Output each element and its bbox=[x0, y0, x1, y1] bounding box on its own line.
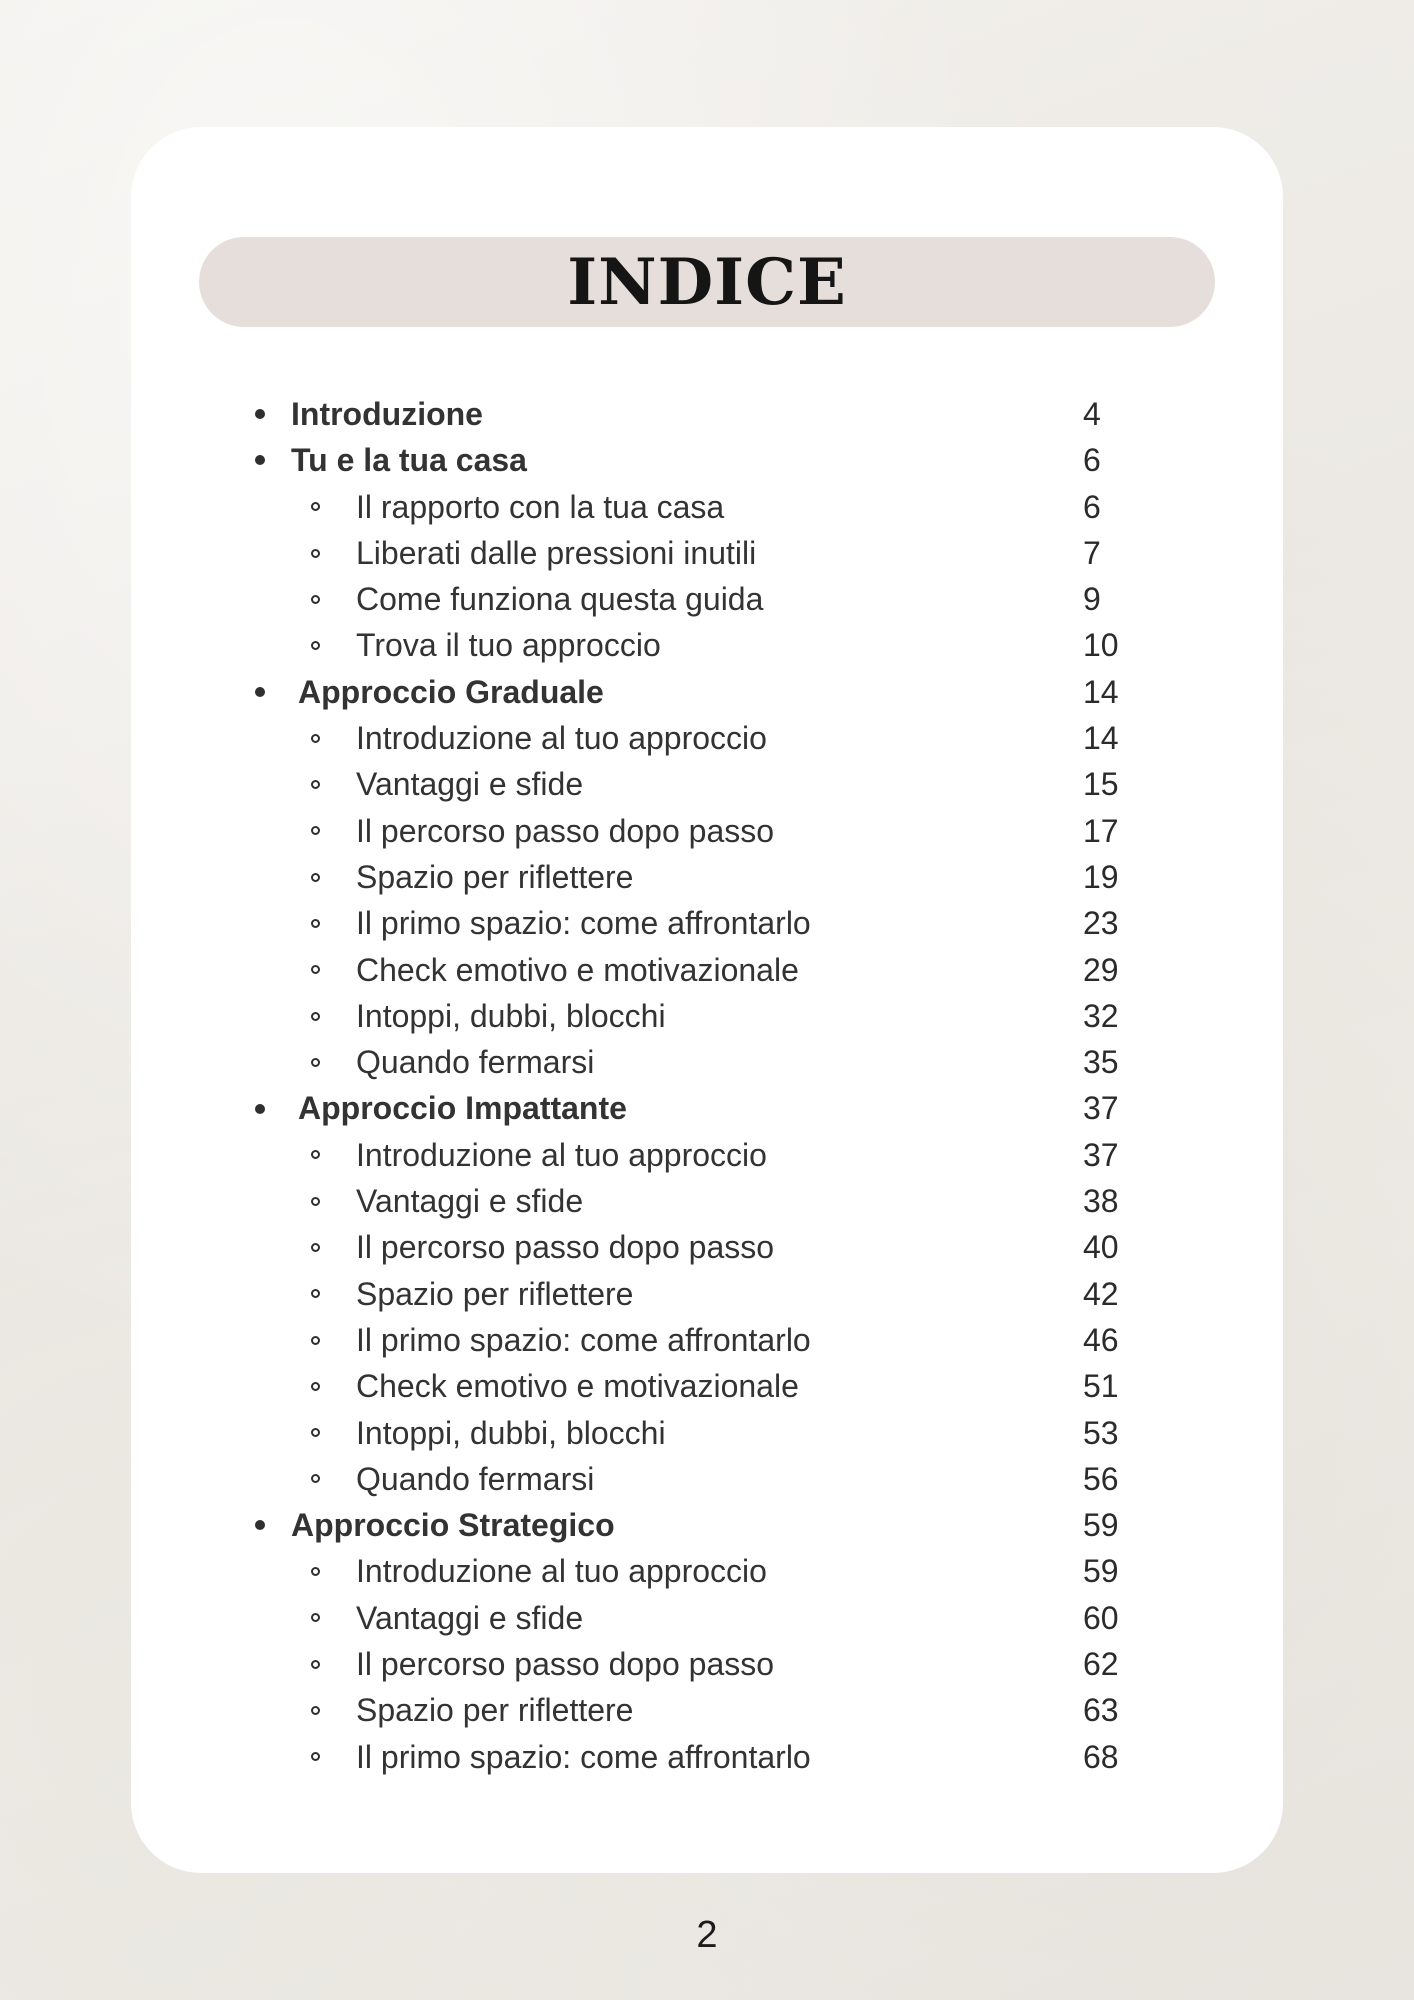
toc-entry-label: Spazio per riflettere bbox=[356, 858, 634, 895]
toc-subentry[interactable] bbox=[131, 900, 1283, 946]
toc-entry[interactable] bbox=[131, 1502, 1283, 1548]
toc-entry-label: Approccio Impattante bbox=[298, 1090, 627, 1127]
toc-entry-label: Quando fermarsi bbox=[356, 1044, 595, 1081]
toc-subentry[interactable] bbox=[131, 715, 1283, 761]
toc-subentry[interactable] bbox=[131, 1456, 1283, 1502]
toc-subentry[interactable] bbox=[131, 576, 1283, 622]
toc-entry-page: 6 bbox=[1083, 442, 1101, 479]
toc-entry-page: 59 bbox=[1083, 1507, 1119, 1544]
toc-entry-label: Intoppi, dubbi, blocchi bbox=[356, 1414, 666, 1451]
content-card bbox=[131, 127, 1283, 1873]
toc-subentry[interactable] bbox=[131, 484, 1283, 530]
toc-entry-page: 37 bbox=[1083, 1136, 1119, 1173]
toc-entry-page: 10 bbox=[1083, 627, 1119, 664]
toc-entry-page: 9 bbox=[1083, 581, 1101, 618]
toc-entry-page: 63 bbox=[1083, 1692, 1119, 1729]
toc-entry-page: 35 bbox=[1083, 1044, 1119, 1081]
circle-bullet-icon bbox=[311, 1363, 320, 1409]
toc-entry-label: Tu e la tua casa bbox=[291, 442, 527, 479]
toc-entry-page: 14 bbox=[1083, 720, 1119, 757]
toc-entry-page: 37 bbox=[1083, 1090, 1119, 1127]
circle-bullet-icon bbox=[311, 1641, 320, 1687]
toc-subentry[interactable] bbox=[131, 1734, 1283, 1780]
circle-bullet-icon bbox=[311, 1548, 320, 1594]
toc-subentry[interactable] bbox=[131, 1595, 1283, 1641]
toc-entry-page: 56 bbox=[1083, 1460, 1119, 1497]
circle-bullet-icon bbox=[311, 808, 320, 854]
circle-bullet-icon bbox=[311, 1132, 320, 1178]
toc-entry-page: 59 bbox=[1083, 1553, 1119, 1590]
toc-subentry[interactable] bbox=[131, 1039, 1283, 1085]
toc-entry-label: Quando fermarsi bbox=[356, 1460, 595, 1497]
circle-bullet-icon bbox=[311, 1410, 320, 1456]
toc-entry-page: 53 bbox=[1083, 1414, 1119, 1451]
toc-entry-page: 6 bbox=[1083, 488, 1101, 525]
toc-subentry[interactable] bbox=[131, 993, 1283, 1039]
toc-subentry[interactable] bbox=[131, 1317, 1283, 1363]
toc-subentry[interactable] bbox=[131, 622, 1283, 668]
toc-subentry[interactable] bbox=[131, 1548, 1283, 1594]
circle-bullet-icon bbox=[311, 1039, 320, 1085]
toc-entry-page: 62 bbox=[1083, 1646, 1119, 1683]
toc-entry-page: 46 bbox=[1083, 1321, 1119, 1358]
toc-entry-label: Trova il tuo approccio bbox=[356, 627, 661, 664]
toc-entry-label: Vantaggi e sfide bbox=[356, 1183, 584, 1220]
toc-entry-page: 14 bbox=[1083, 673, 1119, 710]
toc-entry-page: 68 bbox=[1083, 1738, 1119, 1775]
toc-entry-label: Il primo spazio: come affrontarlo bbox=[356, 1738, 811, 1775]
page-number: 2 bbox=[696, 1914, 718, 1956]
toc-subentry[interactable] bbox=[131, 1224, 1283, 1270]
toc-entry-label: Introduzione bbox=[291, 396, 483, 432]
toc-entry-label: Check emotivo e motivazionale bbox=[356, 951, 799, 988]
toc-entry-label: Approccio Graduale bbox=[298, 673, 604, 710]
toc-entry-label: Approccio Strategico bbox=[291, 1507, 615, 1544]
toc-entry-label: Il rapporto con la tua casa bbox=[356, 488, 725, 525]
toc-entry-page: 23 bbox=[1083, 905, 1119, 942]
toc-entry-label: Check emotivo e motivazionale bbox=[356, 1368, 799, 1405]
toc-entry-page: 38 bbox=[1083, 1183, 1119, 1220]
toc-entry-page: 40 bbox=[1083, 1229, 1119, 1266]
circle-bullet-icon bbox=[311, 900, 320, 946]
toc-entry-label: Il percorso passo dopo passo bbox=[356, 1229, 775, 1266]
toc-subentry[interactable] bbox=[131, 1271, 1283, 1317]
toc-entry-page: 29 bbox=[1083, 951, 1119, 988]
bullet-icon bbox=[255, 437, 265, 483]
bullet-icon bbox=[255, 391, 265, 437]
toc-entry-page: 19 bbox=[1083, 858, 1119, 895]
toc-entry-label: Il percorso passo dopo passo bbox=[356, 1646, 775, 1683]
toc-entry-label: Introduzione al tuo approccio bbox=[356, 1553, 767, 1590]
toc-entry[interactable] bbox=[131, 1085, 1283, 1131]
toc-subentry[interactable] bbox=[131, 1410, 1283, 1456]
circle-bullet-icon bbox=[311, 484, 320, 530]
toc-entry-label: Spazio per riflettere bbox=[356, 1275, 634, 1312]
toc-entry-page: 7 bbox=[1083, 534, 1101, 571]
toc-entry-page: 51 bbox=[1083, 1368, 1119, 1405]
toc-entry-label: Il percorso passo dopo passo bbox=[356, 812, 775, 849]
circle-bullet-icon bbox=[311, 530, 320, 576]
toc-entry-label: Vantaggi e sfide bbox=[356, 766, 584, 803]
circle-bullet-icon bbox=[311, 993, 320, 1039]
circle-bullet-icon bbox=[311, 622, 320, 668]
toc-entry-label: Vantaggi e sfide bbox=[356, 1599, 584, 1636]
toc-subentry[interactable] bbox=[131, 1178, 1283, 1224]
page-title: INDICE bbox=[567, 244, 847, 320]
toc-subentry[interactable] bbox=[131, 854, 1283, 900]
toc-entry[interactable] bbox=[131, 669, 1283, 715]
toc-subentry[interactable] bbox=[131, 1687, 1283, 1733]
toc-subentry[interactable] bbox=[131, 761, 1283, 807]
toc-entry-label: Il primo spazio: come affrontarlo bbox=[356, 1321, 811, 1358]
toc-entry-page: 42 bbox=[1083, 1275, 1119, 1312]
table-of-contents bbox=[131, 391, 1283, 1780]
circle-bullet-icon bbox=[311, 576, 320, 622]
toc-subentry[interactable] bbox=[131, 530, 1283, 576]
toc-entry-page: 32 bbox=[1083, 997, 1119, 1034]
circle-bullet-icon bbox=[311, 1224, 320, 1270]
bullet-icon bbox=[255, 1502, 265, 1548]
toc-subentry[interactable] bbox=[131, 947, 1283, 993]
toc-subentry[interactable] bbox=[131, 1132, 1283, 1178]
toc-entry-label: Il primo spazio: come affrontarlo bbox=[356, 905, 811, 942]
circle-bullet-icon bbox=[311, 854, 320, 900]
circle-bullet-icon bbox=[311, 761, 320, 807]
toc-entry-page: 17 bbox=[1083, 812, 1119, 849]
circle-bullet-icon bbox=[311, 947, 320, 993]
toc-subentry[interactable] bbox=[131, 808, 1283, 854]
bullet-icon bbox=[255, 669, 265, 715]
circle-bullet-icon bbox=[311, 1595, 320, 1641]
toc-entry-label: Liberati dalle pressioni inutili bbox=[356, 534, 757, 571]
circle-bullet-icon bbox=[311, 1317, 320, 1363]
circle-bullet-icon bbox=[311, 1687, 320, 1733]
toc-entry-label: Come funziona questa guida bbox=[356, 581, 764, 618]
toc-entry[interactable] bbox=[131, 391, 1283, 437]
title-banner bbox=[199, 237, 1215, 327]
toc-entry-label: Spazio per riflettere bbox=[356, 1692, 634, 1729]
circle-bullet-icon bbox=[311, 1456, 320, 1502]
circle-bullet-icon bbox=[311, 1271, 320, 1317]
circle-bullet-icon bbox=[311, 715, 320, 761]
toc-subentry[interactable] bbox=[131, 1363, 1283, 1409]
circle-bullet-icon bbox=[311, 1178, 320, 1224]
bullet-icon bbox=[255, 1085, 265, 1131]
toc-entry-label: Introduzione al tuo approccio bbox=[356, 1136, 767, 1173]
circle-bullet-icon bbox=[311, 1734, 320, 1780]
toc-subentry[interactable] bbox=[131, 1641, 1283, 1687]
toc-entry-page: 60 bbox=[1083, 1599, 1119, 1636]
toc-entry-page: 4 bbox=[1083, 396, 1101, 432]
toc-entry-label: Intoppi, dubbi, blocchi bbox=[356, 997, 666, 1034]
toc-entry-label: Introduzione al tuo approccio bbox=[356, 720, 767, 757]
toc-entry[interactable] bbox=[131, 437, 1283, 483]
toc-entry-page: 15 bbox=[1083, 766, 1119, 803]
